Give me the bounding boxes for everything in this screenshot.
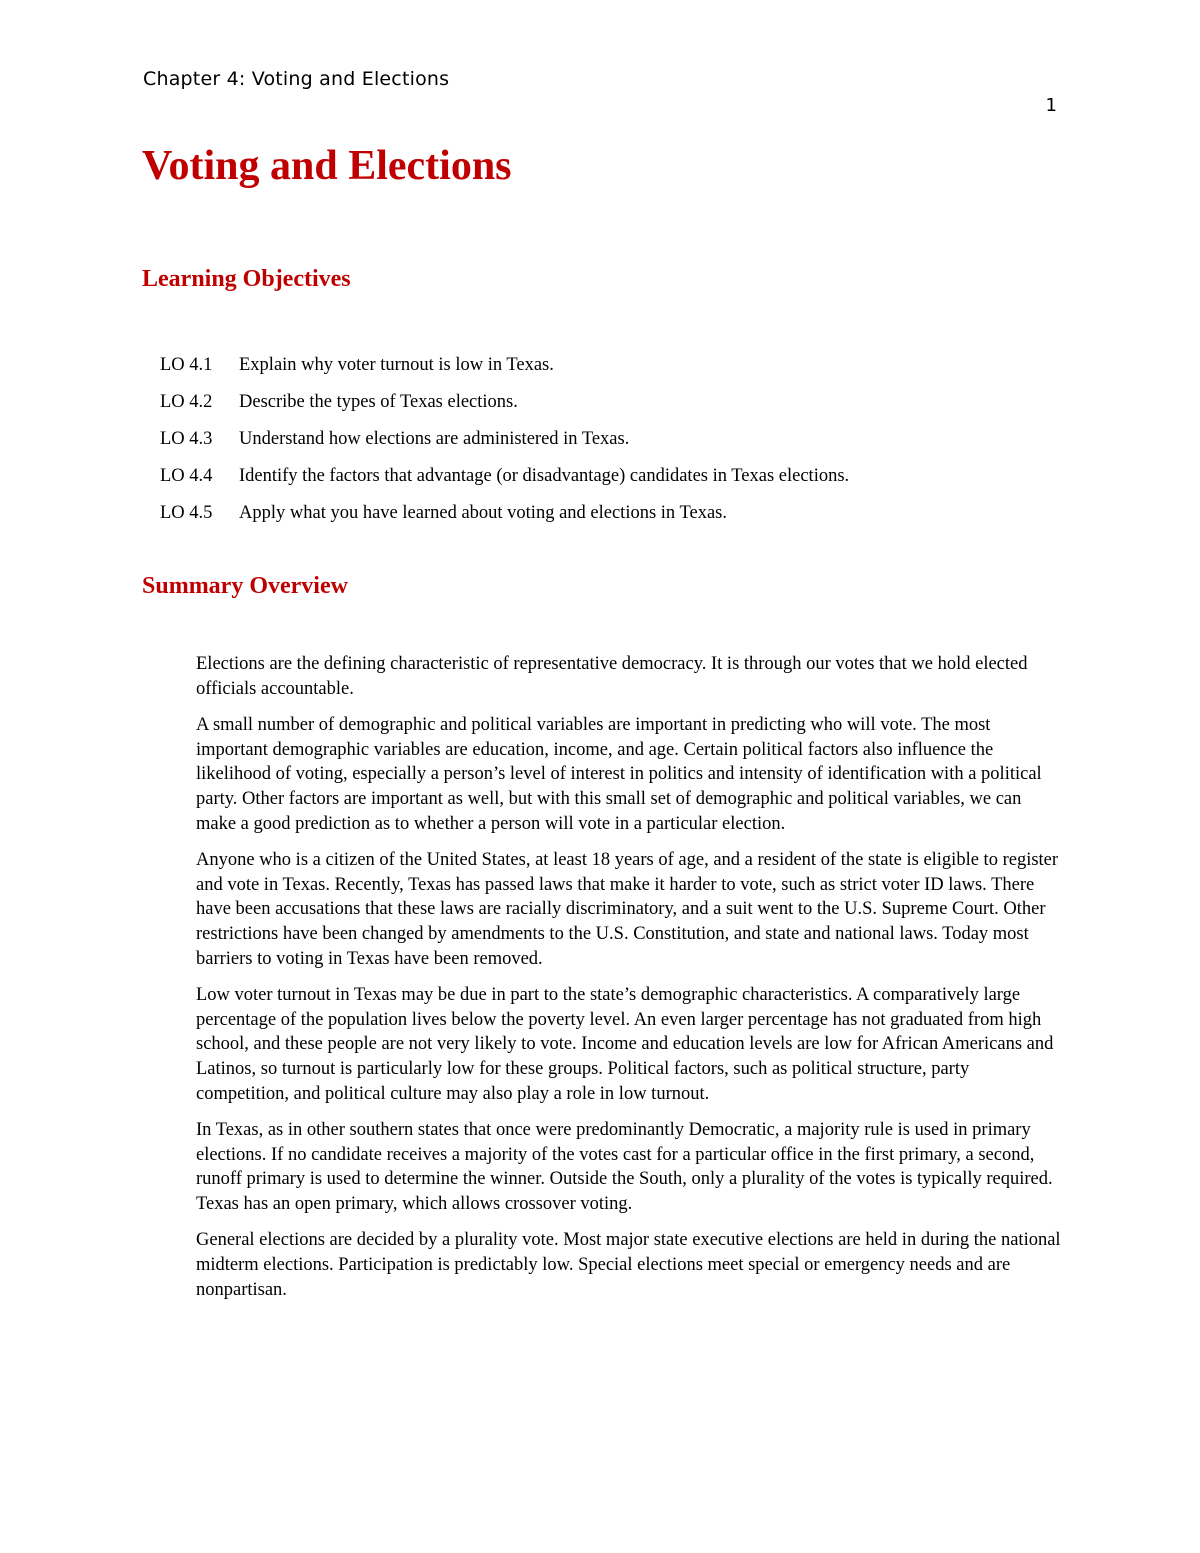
summary-paragraph: Elections are the defining characteristic of representative democracy. It is through our votes that we hold elected officials accountable. bbox=[196, 654, 1028, 699]
objective-item bbox=[160, 353, 849, 390]
summary-paragraph: Anyone who is a citizen of the United States, at least 18 years of age, and a resident of the state is eligible to register and vote in Texas. Recently, Texas has passed laws that make it harder to vote, such as strict voter ID laws. There have been accusations that these laws are racially discriminatory, and a suit went to the U.S. Supreme Court. Other restrictions have been changed by amendments to the U.S. Constitution, and state and national laws. Today most barriers to voting in Texas have been removed. bbox=[196, 850, 1059, 969]
objective-item bbox=[160, 501, 849, 538]
document-title: Voting and Elections bbox=[142, 143, 512, 189]
summary-overview-body bbox=[196, 652, 1062, 1314]
summary-paragraph: In Texas, as in other southern states that once were predominantly Democratic, a majority rule is used in primary elections. If no candidate receives a majority of the votes cast for a particular office in the first primary, a second, runoff primary is used to determine the winner. Outside the South, only a plurality of the votes is typically required. Texas has an open primary, which allows crossover voting. bbox=[196, 1120, 1053, 1214]
objective-text: Explain why voter turnout is low in Texas. bbox=[239, 355, 554, 375]
objective-code: LO 4.3 bbox=[160, 429, 213, 449]
running-header: Chapter 4: Voting and Elections bbox=[143, 68, 450, 90]
summary-paragraph: General elections are decided by a plurality vote. Most major state executive elections are held in during the national midterm elections. Participation is predictably low. Special elections meet special or emergency needs and are nonpartisan. bbox=[196, 1230, 1061, 1300]
objective-text: Describe the types of Texas elections. bbox=[239, 392, 518, 412]
summary-overview-heading: Summary Overview bbox=[142, 573, 348, 599]
page-number: 1 bbox=[1045, 95, 1057, 116]
learning-objectives-list bbox=[160, 353, 849, 538]
objective-code: LO 4.5 bbox=[160, 503, 213, 523]
summary-paragraph: Low voter turnout in Texas may be due in part to the state’s demographic characteristics. A comparatively large percentage of the population lives below the poverty level. An even larger percentage has not graduated from high school, and these people are not very likely to vote. Income and education levels are low for African Americans and Latinos, so turnout is particularly low for these groups. Political factors, such as political structure, party competition, and political culture may also play a role in low turnout. bbox=[196, 985, 1054, 1104]
learning-objectives-heading: Learning Objectives bbox=[142, 266, 351, 292]
objective-text: Identify the factors that advantage (or disadvantage) candidates in Texas elections. bbox=[239, 466, 850, 486]
objective-code: LO 4.4 bbox=[160, 466, 213, 486]
objective-text: Understand how elections are administered in Texas. bbox=[239, 429, 630, 449]
objective-item bbox=[160, 427, 849, 464]
objective-code: LO 4.2 bbox=[160, 392, 213, 412]
objective-item bbox=[160, 390, 849, 427]
summary-paragraph: A small number of demographic and political variables are important in predicting who will vote. The most important demographic variables are education, income, and age. Certain political factors also influence the likelihood of voting, especially a person’s level of interest in politics and intensity of identification with a political party. Other factors are important as well, but with this small set of demographic and political variables, we can make a good prediction as to whether a person will vote in a particular election. bbox=[196, 715, 1042, 834]
objective-text: Apply what you have learned about voting and elections in Texas. bbox=[239, 503, 727, 523]
objective-item bbox=[160, 464, 849, 501]
objective-code: LO 4.1 bbox=[160, 355, 213, 375]
